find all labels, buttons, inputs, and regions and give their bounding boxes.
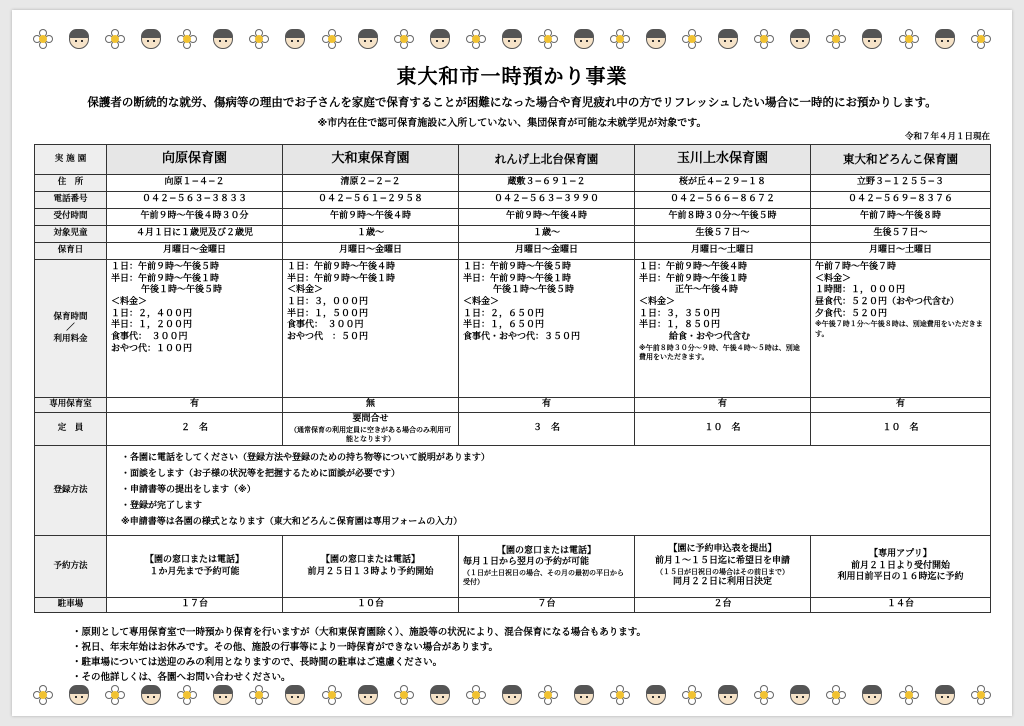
footer-note: ・その他詳しくは、各園へお問い合わせください。: [72, 672, 291, 683]
table-row: [35, 145, 991, 175]
facility-table: [34, 144, 991, 613]
facility-name: 玉川上水保育園: [635, 145, 811, 175]
fee-line: ＜料金＞: [111, 297, 148, 308]
fee-line: １日：午前９時〜午後４時: [287, 262, 396, 272]
child-face-icon: [934, 28, 956, 50]
days-cell: 月曜日〜金曜日: [459, 243, 635, 260]
child-face-icon: [573, 28, 595, 50]
days-cell: 月曜日〜土曜日: [635, 243, 811, 260]
child-face-icon: [212, 28, 234, 50]
flower-icon: [248, 684, 270, 706]
decorative-border-top: [32, 26, 992, 52]
table-row: [35, 260, 991, 398]
flower-icon: [32, 684, 54, 706]
room-cell: 有: [107, 398, 283, 413]
address-label: 住 所: [35, 175, 107, 192]
fee-line: おやつ代 ：５０円: [287, 332, 369, 343]
flower-icon: [176, 28, 198, 50]
child-face-icon: [501, 28, 523, 50]
hours-cell: 午前９時〜午後４時: [283, 209, 459, 226]
reservation-line: 【園に予約申込表を提出】: [668, 544, 777, 555]
facility-label: 実 施 園: [35, 145, 107, 175]
reservation-cell: [635, 536, 811, 598]
address-cell: 清原２−２−２: [283, 175, 459, 192]
flower-icon: [537, 684, 559, 706]
table-row: [35, 446, 991, 536]
reservation-cell: [107, 536, 283, 598]
reservation-line: 前月１〜１５日迄に希望日を申請: [654, 556, 790, 567]
fee-line: 給食・おやつ代含む: [669, 332, 751, 343]
fees-cell: [811, 260, 991, 398]
table-row: [35, 398, 991, 413]
flower-icon: [176, 684, 198, 706]
flower-icon: [32, 28, 54, 50]
child-face-icon: [861, 28, 883, 50]
registration-steps: [107, 446, 991, 536]
fee-line: １日：２，６５０円: [463, 308, 545, 319]
child-face-icon: [284, 684, 306, 706]
table-row: [35, 175, 991, 192]
capacity-cell: ３ 名: [459, 413, 635, 446]
footer-notes: [72, 625, 972, 685]
time-fee-label-line: ／: [66, 322, 75, 333]
registration-label: 登録方法: [35, 446, 107, 536]
table-row: [35, 413, 991, 446]
capacity-cell: ２ 名: [107, 413, 283, 446]
target-cell: ４月１日に１歳児及び２歳児: [107, 226, 283, 243]
address-cell: 蔵敷３−６９１−２: [459, 175, 635, 192]
flower-icon: [753, 28, 775, 50]
registration-step: ・登録が完了します: [121, 501, 203, 511]
phone-cell: ０４２−５６１−２９５８: [283, 192, 459, 209]
child-face-icon: [140, 28, 162, 50]
facility-name: 大和東保育園: [283, 145, 459, 175]
child-face-icon: [284, 28, 306, 50]
reservation-cell: [811, 536, 991, 598]
child-face-icon: [789, 28, 811, 50]
fees-cell: [283, 260, 459, 398]
reservation-line: 【園の窓口または電話】: [320, 554, 420, 565]
time-fee-label-line: 利用料金: [53, 334, 88, 345]
reservation-line: １か月先まで予約可能: [149, 566, 240, 577]
eligibility-note: ※市内在住で認可保育施設に入所していない、集団保育が可能な未就学児が対象です。: [317, 118, 707, 129]
child-face-icon: [68, 28, 90, 50]
registration-step: ・申請書等の提出をします（※）: [121, 485, 256, 495]
fee-line: 半日：１，６５０円: [463, 320, 545, 331]
reservation-cell: [459, 536, 635, 598]
time-fee-label-line: 保育時間: [53, 311, 88, 322]
fee-line: １日：３，３５０円: [639, 308, 721, 319]
intro-text: 保護者の断続的な就労、傷病等の理由でお子さんを家庭で保育することが困難になった場合や育児疲れ中の方でリフレッシュしたい場合に一時的にお預かりします。: [87, 95, 937, 109]
flower-icon: [321, 684, 343, 706]
room-cell: 有: [811, 398, 991, 413]
flower-icon: [104, 684, 126, 706]
child-face-icon: [717, 28, 739, 50]
reservation-line: 利用日前平日の１６時迄に予約: [837, 572, 964, 583]
target-label: 対象児童: [35, 226, 107, 243]
child-face-icon: [573, 684, 595, 706]
fee-line: 半日：午前９時〜午後１時: [639, 273, 748, 284]
flower-icon: [898, 28, 920, 50]
registration-step: ※申請書等は各園の様式となります（東大和どろんこ保育園は専用フォームの入力）: [121, 517, 463, 527]
days-cell: 月曜日〜金曜日: [107, 243, 283, 260]
fee-line: 食事代： ３００円: [111, 332, 188, 343]
child-face-icon: [717, 684, 739, 706]
fee-line: 午後１時〜午後５時: [141, 285, 223, 296]
fee-line: おやつ代：１００円: [111, 343, 193, 354]
fee-line: １日：午前９時〜午後５時: [463, 262, 572, 272]
parking-label: 駐車場: [35, 598, 107, 613]
child-face-icon: [357, 684, 379, 706]
hours-cell: 午前７時〜午後８時: [811, 209, 991, 226]
facility-name: 向原保育園: [107, 145, 283, 175]
fee-line: 半日：午前９時〜午後１時: [111, 273, 220, 284]
footer-note: ・駐車場については送迎のみの利用となりますので、長時間の駐車はご遠慮ください。: [72, 657, 443, 668]
capacity-cell: １０ 名: [811, 413, 991, 446]
address-cell: 向原１−４−２: [107, 175, 283, 192]
flower-icon: [753, 684, 775, 706]
capacity-cell: [283, 413, 459, 446]
as-of-date: 令和７年４月１日現在: [904, 132, 990, 142]
fee-line: 半日：１，５００円: [287, 308, 369, 319]
room-label: 専用保育室: [35, 398, 107, 413]
flower-icon: [104, 28, 126, 50]
capacity-value: 要問合せ: [352, 414, 389, 425]
flower-icon: [825, 28, 847, 50]
parking-cell: ７台: [459, 598, 635, 613]
flower-icon: [393, 684, 415, 706]
table-row: [35, 226, 991, 243]
phone-cell: ０４２−５６６−８６７２: [635, 192, 811, 209]
page-title: 東大和市一時預かり事業: [396, 64, 628, 88]
child-face-icon: [140, 684, 162, 706]
fee-line: 半日：午前９時〜午後１時: [463, 273, 572, 284]
fee-line: ＜料金＞: [463, 297, 500, 308]
reservation-line: 同月２２日に利用日決定: [672, 576, 772, 587]
child-face-icon: [357, 28, 379, 50]
child-face-icon: [429, 28, 451, 50]
table-row: [35, 536, 991, 598]
flower-icon: [248, 28, 270, 50]
fee-line: 半日：１，２００円: [111, 320, 193, 331]
room-cell: 無: [283, 398, 459, 413]
reservation-line: 前月２１日より受付開始: [850, 560, 950, 571]
capacity-note: （通常保育の利用定員に空きがある場合のみ利用可能となります）: [290, 425, 451, 443]
facility-name: 東大和どろんこ保育園: [811, 145, 991, 175]
fee-line: 食事代・おやつ代：３５０円: [463, 332, 581, 343]
decorative-border-bottom: [32, 682, 992, 708]
reservation-cell: [283, 536, 459, 598]
child-face-icon: [429, 684, 451, 706]
phone-label: 電話番号: [35, 192, 107, 209]
fee-note: ※午前８時３０分〜９時、午後４時〜５時は、別途費用をいただきます。: [639, 343, 800, 361]
flower-icon: [537, 28, 559, 50]
flower-icon: [321, 28, 343, 50]
fee-line: ＜料金＞: [287, 285, 324, 296]
registration-step: ・各園に電話をしてください（登録方法や登録のための持ち物等について説明があります）: [121, 453, 490, 463]
days-cell: 月曜日〜金曜日: [283, 243, 459, 260]
parking-cell: １４台: [811, 598, 991, 613]
capacity-label: 定 員: [35, 413, 107, 446]
fee-line: 正午〜午後４時: [675, 285, 739, 296]
room-cell: 有: [459, 398, 635, 413]
parking-cell: ２台: [635, 598, 811, 613]
hours-label: 受付時間: [35, 209, 107, 226]
table-row: [35, 192, 991, 209]
address-cell: 立野３−１２５５−３: [811, 175, 991, 192]
days-label: 保育日: [35, 243, 107, 260]
flower-icon: [681, 28, 703, 50]
child-face-icon: [645, 684, 667, 706]
footer-note: ・祝日、年末年始はお休みです。その他、施設の行事等により一時保育ができない場合があります。: [72, 642, 498, 653]
reservation-note: （１日が土日祝日の場合、その月の最初の平日から受付）: [463, 569, 624, 587]
registration-step: ・面談をします（お子様の状況等を把握するために面談が必要です）: [121, 469, 401, 479]
fee-line: 半日：１，８５０円: [639, 320, 721, 331]
fee-line: 午後１時〜午後５時: [493, 285, 575, 296]
hours-cell: 午前８時３０分〜午後５時: [635, 209, 811, 226]
flower-icon: [681, 684, 703, 706]
child-face-icon: [861, 684, 883, 706]
table-row: [35, 209, 991, 226]
child-face-icon: [934, 684, 956, 706]
flower-icon: [970, 28, 992, 50]
table-row: [35, 243, 991, 260]
reservation-line: 【専用アプリ】: [869, 548, 932, 559]
hours-cell: 午前９時〜午後４時３０分: [107, 209, 283, 226]
flower-icon: [393, 28, 415, 50]
fees-cell: [107, 260, 283, 398]
flower-icon: [609, 684, 631, 706]
flower-icon: [970, 684, 992, 706]
flyer-page: [12, 10, 1012, 716]
reservation-label: 予約方法: [35, 536, 107, 598]
room-cell: 有: [635, 398, 811, 413]
parking-cell: １７台: [107, 598, 283, 613]
target-cell: １歳〜: [459, 226, 635, 243]
flower-icon: [898, 684, 920, 706]
address-cell: 桜が丘４−２９−１８: [635, 175, 811, 192]
fee-note: ※午後７時１分〜午後８時は、別途費用をいただきます。: [815, 320, 983, 338]
fee-line: １日：午前９時〜午後４時: [639, 262, 748, 272]
fee-line: 食事代： ３００円: [287, 320, 364, 331]
reservation-line: 【園の窓口または電話】: [144, 554, 244, 565]
fee-line: １日：午前９時〜午後５時: [111, 262, 220, 272]
time-fee-label: [35, 260, 107, 398]
target-cell: 生後５７日〜: [635, 226, 811, 243]
child-face-icon: [789, 684, 811, 706]
flower-icon: [825, 684, 847, 706]
reservation-note: （１５日が日祝日の場合はその前日まで）: [656, 567, 789, 576]
target-cell: １歳〜: [283, 226, 459, 243]
phone-cell: ０４２−５６３−３９９０: [459, 192, 635, 209]
child-face-icon: [68, 684, 90, 706]
child-face-icon: [645, 28, 667, 50]
child-face-icon: [212, 684, 234, 706]
days-cell: 月曜日〜土曜日: [811, 243, 991, 260]
table-row: [35, 598, 991, 613]
parking-cell: １０台: [283, 598, 459, 613]
facility-name: れんげ上北台保育園: [459, 145, 635, 175]
fees-cell: [635, 260, 811, 398]
fee-line: ＜料金＞: [815, 273, 852, 284]
fee-line: 半日：午前９時〜午後１時: [287, 273, 396, 284]
footer-note: ・原則として専用保育室で一時預かり保育を行いますが（大和東保育園除く）、施設等の状況により、混合保育になる場合もあります。: [72, 627, 646, 638]
phone-cell: ０４２−５６３−３８３３: [107, 192, 283, 209]
flower-icon: [465, 684, 487, 706]
fee-line: １日：３，０００円: [287, 297, 369, 308]
phone-cell: ０４２−５６９−８３７６: [811, 192, 991, 209]
hours-cell: 午前９時〜午後４時: [459, 209, 635, 226]
flower-icon: [609, 28, 631, 50]
reservation-line: 【園の窓口または電話】: [496, 545, 596, 556]
fees-cell: [459, 260, 635, 398]
fee-line: 昼食代：５２０円（おやつ代含む）: [815, 297, 960, 308]
reservation-line: 毎月１日から翌月の予約が可能: [463, 557, 590, 568]
child-face-icon: [501, 684, 523, 706]
target-cell: 生後５７日〜: [811, 226, 991, 243]
flower-icon: [465, 28, 487, 50]
fee-line: 午前７時〜午後７時: [815, 262, 897, 272]
fee-line: １日：２，４００円: [111, 308, 193, 319]
fee-line: ＜料金＞: [639, 297, 676, 308]
fee-line: １時間：１，０００円: [815, 285, 906, 296]
reservation-line: 前月２５日１３時より予約開始: [307, 566, 434, 577]
capacity-cell: １０ 名: [635, 413, 811, 446]
fee-line: 夕食代：５２０円: [815, 308, 888, 319]
